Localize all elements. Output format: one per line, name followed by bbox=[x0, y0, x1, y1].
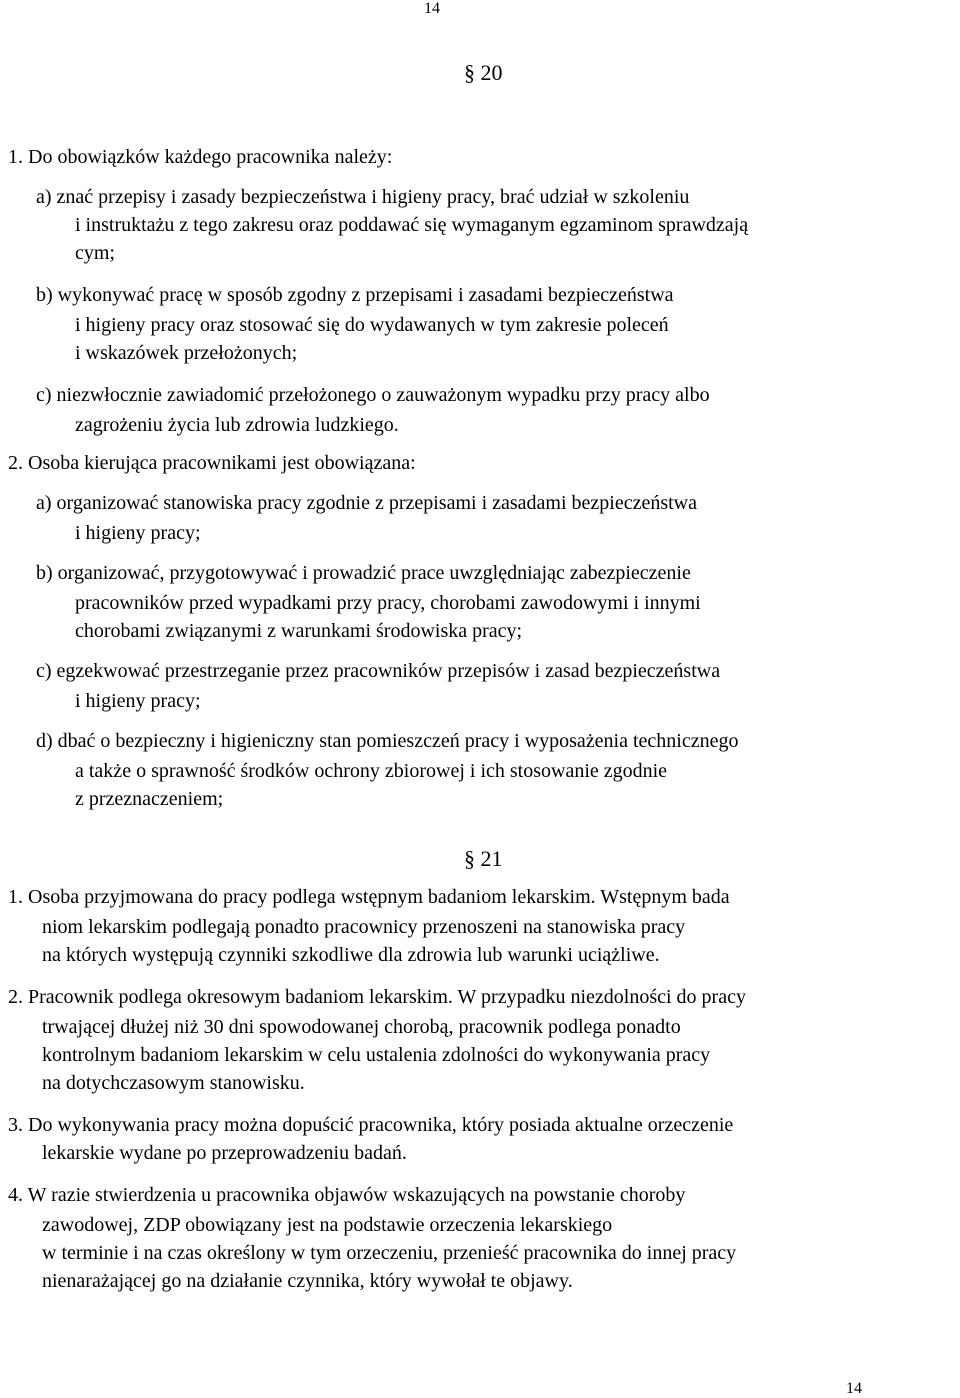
p21-2-line-4: na dotychczasowym stanowisku. bbox=[42, 1072, 305, 1094]
p20-1a-line-1: a) znać przepisy i zasady bezpieczeństwa i higieny pracy, brać udział w szkoleniu bbox=[36, 186, 690, 208]
p20-2: 2. Osoba kierująca pracownikami jest obowiązana: bbox=[8, 452, 416, 474]
p20-2b-line-2: pracowników przed wypadkami przy pracy, chorobami zawodowymi i innymi bbox=[75, 592, 701, 614]
p20-1: 1. Do obowiązków każdego pracownika należy: bbox=[8, 146, 393, 168]
section-20-heading: § 20 bbox=[464, 60, 503, 85]
p21-4-line-4: nienarażającej go na działanie czynnika, który wywołał te objawy. bbox=[42, 1270, 573, 1292]
p21-1-line-2: niom lekarskim podlegają ponadto pracownicy przenoszeni na stanowiska pracy bbox=[42, 916, 686, 938]
page-number-top: 14 bbox=[424, 0, 440, 17]
p20-2a-line-1: a) organizować stanowiska pracy zgodnie z przepisami i zasadami bezpieczeństwa bbox=[36, 492, 698, 514]
p20-2d-line-3: z przeznaczeniem; bbox=[75, 788, 224, 810]
p21-2-line-2: trwającej dłużej niż 30 dni spowodowanej chorobą, pracownik podlega ponadto bbox=[42, 1016, 681, 1038]
p20-1c-line-2: zagrożeniu życia lub zdrowia ludzkiego. bbox=[75, 414, 399, 436]
p21-4-line-1: 4. W razie stwierdzenia u pracownika objawów wskazujących na powstanie choroby bbox=[8, 1184, 686, 1206]
p20-1a-line-3: cym; bbox=[75, 242, 115, 264]
p20-2d-line-1: d) dbać o bezpieczny i higieniczny stan pomieszczeń pracy i wyposażenia technicznego bbox=[36, 730, 739, 752]
p20-1b-line-2: i higieny pracy oraz stosować się do wydawanych w tym zakresie poleceń bbox=[75, 314, 669, 336]
p21-2-line-1: 2. Pracownik podlega okresowym badaniom lekarskim. W przypadku niezdolności do pracy bbox=[8, 986, 746, 1008]
p21-2-line-3: kontrolnym badaniom lekarskim w celu ustalenia zdolności do wykonywania pracy bbox=[42, 1044, 711, 1066]
p20-1b-line-3: i wskazówek przełożonych; bbox=[75, 342, 298, 364]
p20-2c-line-2: i higieny pracy; bbox=[75, 690, 201, 712]
p20-2a-line-2: i higieny pracy; bbox=[75, 522, 201, 544]
section-21-heading: § 21 bbox=[464, 846, 503, 871]
p21-3-line-2: lekarskie wydane po przeprowadzeniu badań. bbox=[42, 1142, 407, 1164]
p20-1a-line-2: i instruktażu z tego zakresu oraz poddawać się wymaganym egzaminom sprawdzają bbox=[75, 214, 749, 236]
p20-2b-line-1: b) organizować, przygotowywać i prowadzić prace uwzględniając zabezpieczenie bbox=[36, 562, 691, 584]
p21-4-line-2: zawodowej, ZDP obowiązany jest na podstawie orzeczenia lekarskiego bbox=[42, 1214, 613, 1236]
page-number-bottom: 14 bbox=[846, 1380, 862, 1397]
p20-2d-line-2: a także o sprawność środków ochrony zbiorowej i ich stosowanie zgodnie bbox=[75, 760, 668, 782]
p21-3-line-1: 3. Do wykonywania pracy można dopuścić pracownika, który posiada aktualne orzeczenie bbox=[8, 1114, 734, 1136]
p20-1c-line-1: c) niezwłocznie zawiadomić przełożonego o zauważonym wypadku przy pracy albo bbox=[36, 384, 710, 406]
p20-2b-line-3: chorobami związanymi z warunkami środowiska pracy; bbox=[75, 620, 523, 642]
p21-1-line-1: 1. Osoba przyjmowana do pracy podlega wstępnym badaniom lekarskim. Wstępnym bada bbox=[8, 886, 730, 908]
p21-4-line-3: w terminie i na czas określony w tym orzeczeniu, przenieść pracownika do innej pracy bbox=[42, 1242, 737, 1264]
p20-1b-line-1: b) wykonywać pracę w sposób zgodny z przepisami i zasadami bezpieczeństwa bbox=[36, 284, 674, 306]
p20-2c-line-1: c) egzekwować przestrzeganie przez pracowników przepisów i zasad bezpieczeństwa bbox=[36, 660, 721, 682]
p21-1-line-3: na których występują czynniki szkodliwe dla zdrowia lub warunki uciążliwe. bbox=[42, 944, 660, 966]
